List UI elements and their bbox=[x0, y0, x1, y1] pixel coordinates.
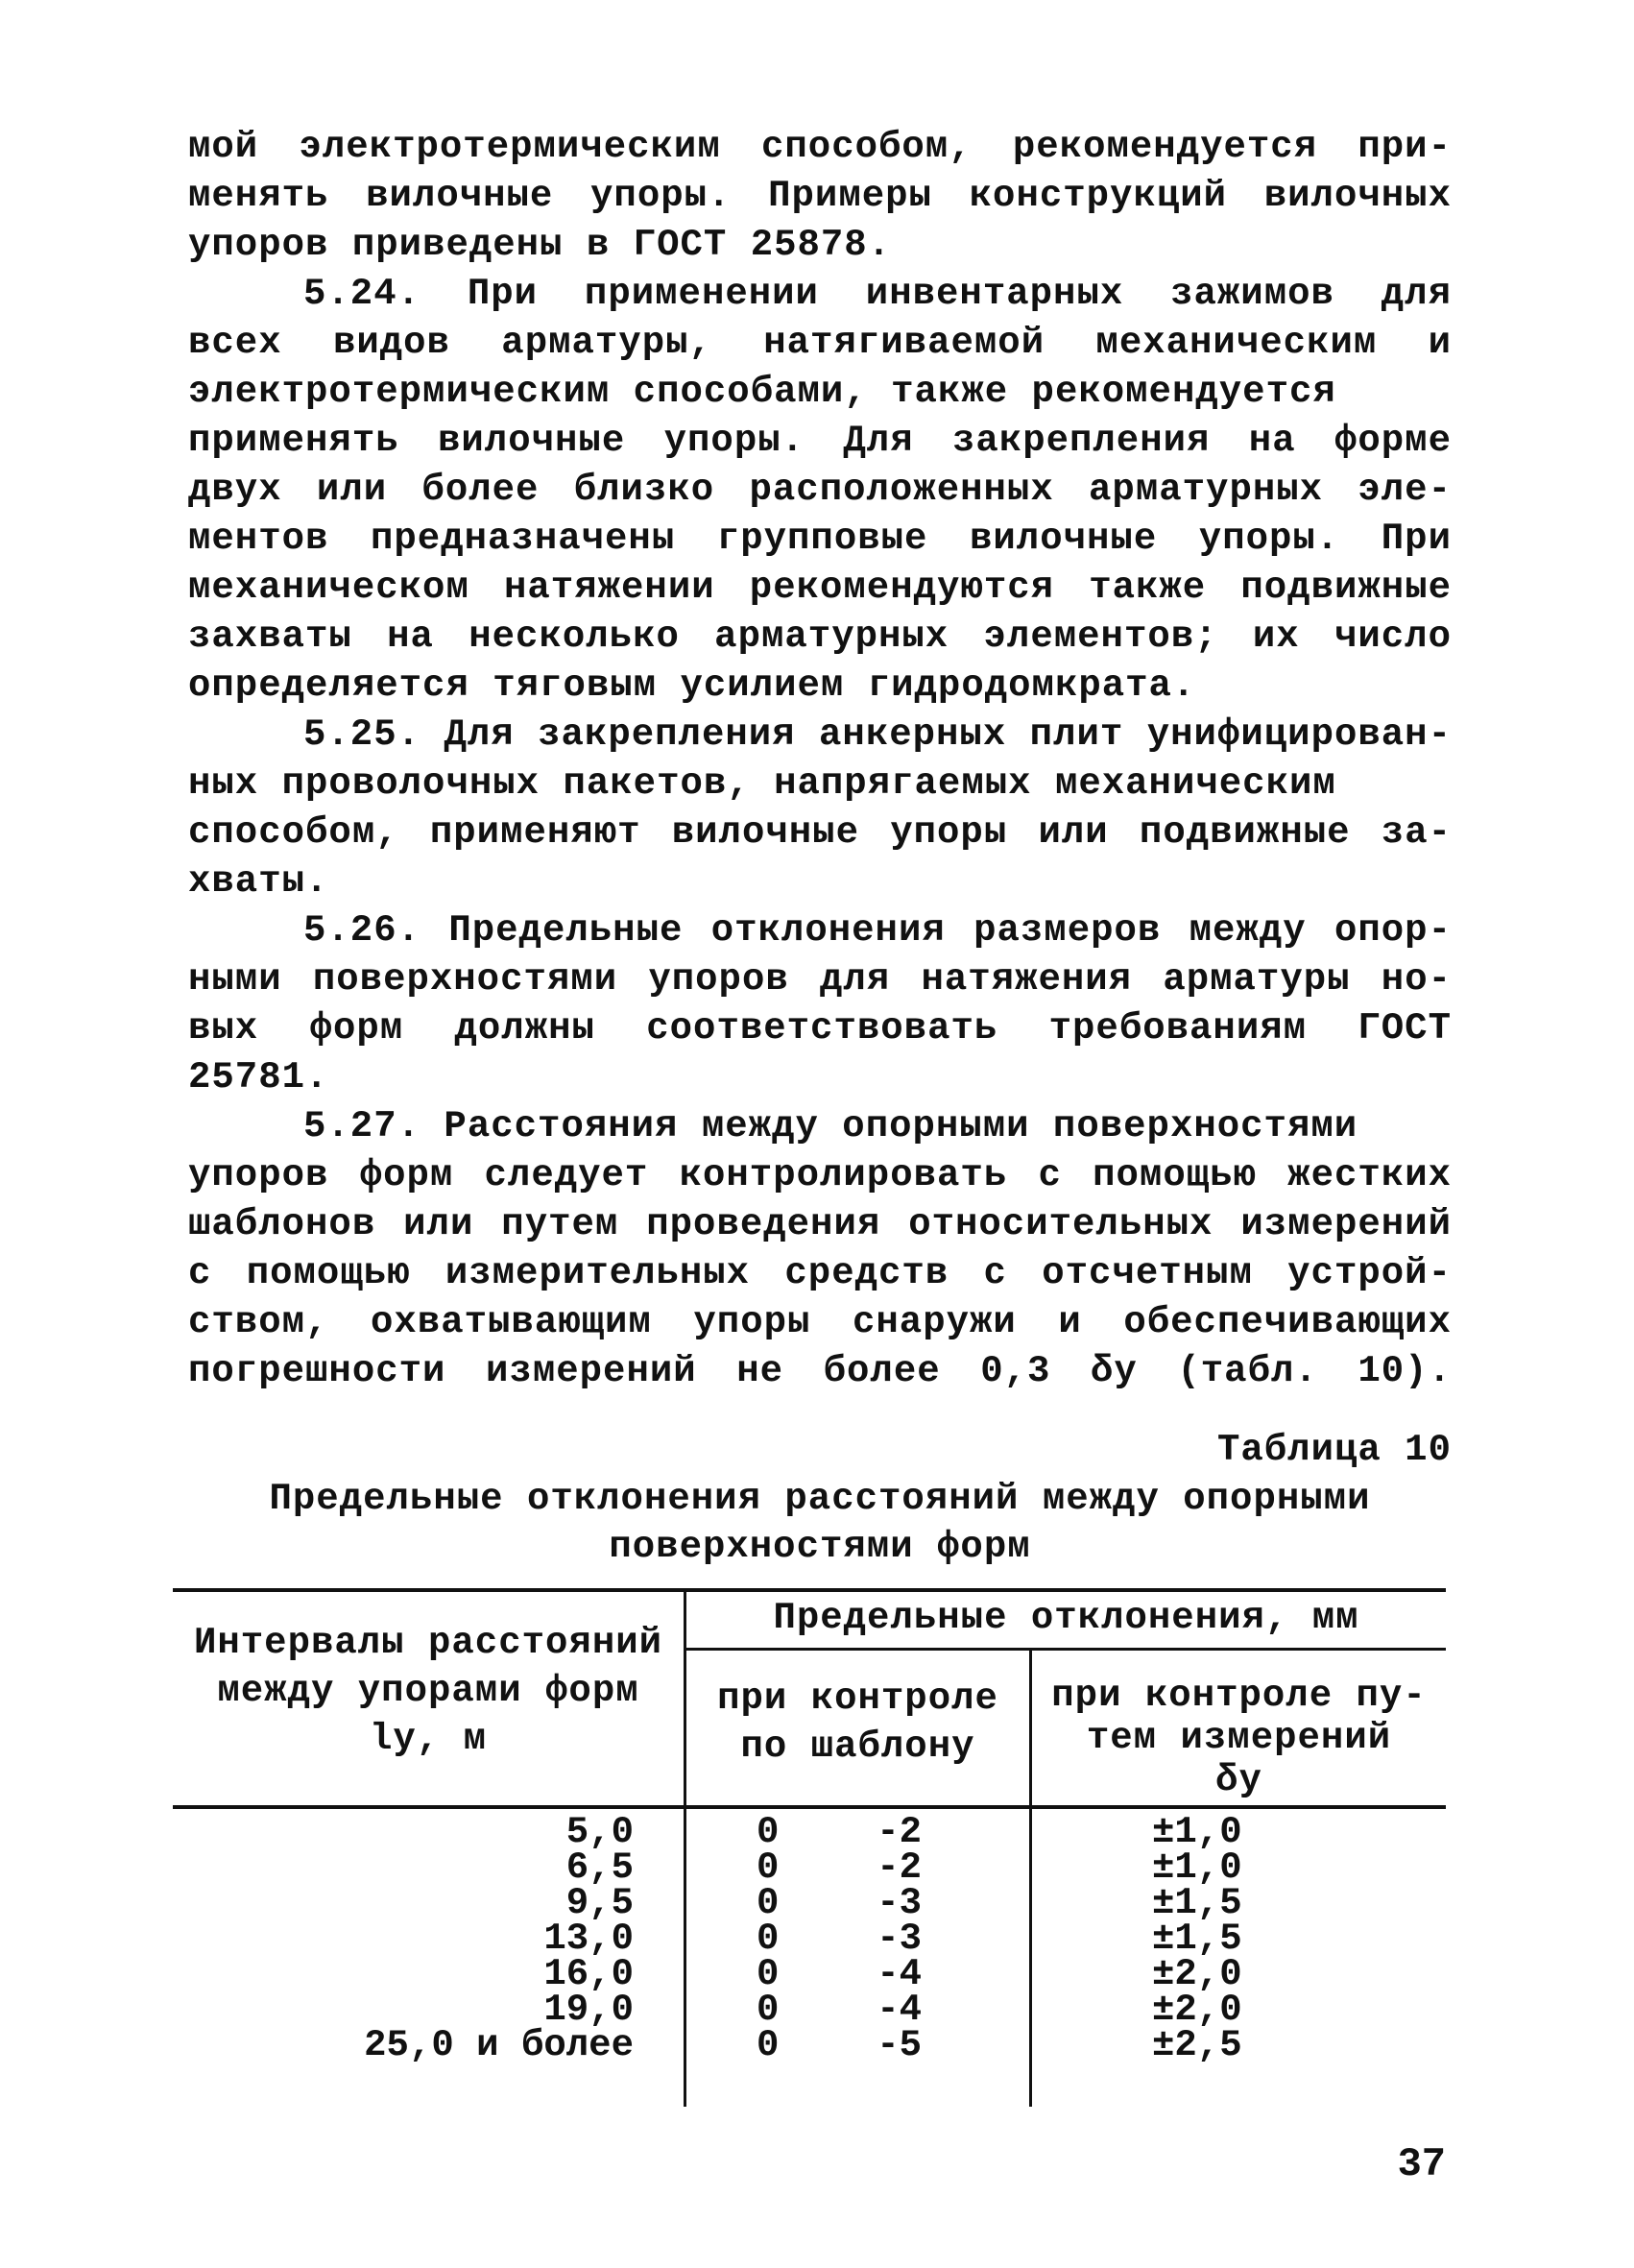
text-line: мой электротермическим способом, рекомендуется при- bbox=[188, 126, 1452, 168]
text-line: 5.26. Предельные отклонения размеров между опор- bbox=[303, 909, 1452, 952]
measurement-cell: ±2,5 bbox=[1152, 2024, 1242, 2066]
header-measurement-line: тем измерений bbox=[1086, 1717, 1392, 1759]
measurement-cell: ±1,0 bbox=[1152, 1846, 1242, 1889]
tolerance-table bbox=[173, 1588, 1446, 2107]
text-line: применять вилочные упоры. Для закрепления на форме bbox=[188, 420, 1452, 462]
text-line: 5.27. Расстояния между опорными поверхностями bbox=[303, 1105, 1358, 1147]
text-line: упоров приведены в ГОСТ 25878. bbox=[188, 224, 892, 266]
template-lower-cell: -5 bbox=[877, 2024, 922, 2066]
text-line: механическом натяжении рекомендуются также подвижные bbox=[188, 567, 1452, 609]
text-line: всех видов арматуры, натягиваемой механическим и bbox=[188, 322, 1452, 364]
template-upper-cell: 0 bbox=[757, 1882, 780, 1924]
text-line: определяется тяговым усилием гидродомкрата. bbox=[188, 664, 1196, 707]
header-template-control bbox=[686, 1675, 1029, 1771]
measurement-column bbox=[1152, 1811, 1344, 2066]
template-upper-column bbox=[757, 1811, 814, 2066]
page-number: 37 bbox=[1397, 2141, 1446, 2187]
measurement-cell: ±1,0 bbox=[1152, 1811, 1242, 1853]
template-upper-cell: 0 bbox=[757, 1918, 780, 1960]
text-line: способом, применяют вилочные упоры или подвижные за- bbox=[188, 811, 1452, 854]
header-tolerances: Предельные отклонения, мм bbox=[773, 1597, 1359, 1639]
interval-cell: 16,0 bbox=[543, 1953, 634, 1995]
header-measurement-control bbox=[1032, 1675, 1446, 1801]
text-line: электротермическим способами, также рекомендуется bbox=[188, 371, 1336, 413]
table-title-line: Предельные отклонения расстояний между опорными bbox=[269, 1478, 1371, 1520]
text-line: менять вилочные упоры. Примеры конструкций вилочных bbox=[188, 175, 1452, 217]
template-lower-cell: -2 bbox=[877, 1846, 922, 1889]
text-line: 5.25. Для закрепления анкерных плит унифицирован- bbox=[303, 713, 1452, 756]
table-title-line: поверхностями форм bbox=[609, 1526, 1031, 1568]
text-line: погрешности измерений не более 0,3 δу (табл. 10). bbox=[188, 1350, 1452, 1392]
header-template-line: при контроле bbox=[717, 1677, 998, 1720]
table-top-rule bbox=[173, 1588, 1446, 1592]
measurement-cell: ±2,0 bbox=[1152, 1953, 1242, 1995]
text-line: вых форм должны соответствовать требованиям ГОСТ bbox=[188, 1007, 1452, 1050]
table-title bbox=[188, 1475, 1452, 1571]
intervals-column bbox=[230, 1811, 634, 2066]
text-line: 5.24. При применении инвентарных зажимов для bbox=[303, 273, 1452, 315]
template-upper-cell: 0 bbox=[757, 2024, 780, 2066]
table-vertical-rule-1 bbox=[684, 1588, 686, 2107]
template-upper-cell: 0 bbox=[757, 1811, 780, 1853]
table-group-rule bbox=[685, 1648, 1446, 1651]
interval-cell: 5,0 bbox=[565, 1811, 634, 1853]
interval-cell: 19,0 bbox=[543, 1989, 634, 2031]
text-line: двух или более близко расположенных арматурных эле- bbox=[188, 469, 1452, 511]
body-text bbox=[188, 123, 1452, 1396]
template-upper-cell: 0 bbox=[757, 1953, 780, 1995]
header-intervals-line: lу, м bbox=[369, 1718, 488, 1760]
table-header-bottom-rule bbox=[173, 1805, 1446, 1809]
text-line: упоров форм следует контролировать с помощью жестких bbox=[188, 1154, 1452, 1196]
measurement-cell: ±1,5 bbox=[1152, 1918, 1242, 1960]
header-measurement-line: δу bbox=[1215, 1759, 1262, 1801]
template-lower-column bbox=[845, 1811, 922, 2066]
text-line: шаблонов или путем проведения относительных измерений bbox=[188, 1203, 1452, 1245]
interval-cell: 25,0 и более bbox=[364, 2024, 634, 2066]
interval-cell: 13,0 bbox=[543, 1918, 634, 1960]
header-measurement-line: при контроле пу- bbox=[1051, 1675, 1427, 1717]
text-line: ных проволочных пакетов, напрягаемых механическим bbox=[188, 762, 1336, 805]
template-lower-cell: -3 bbox=[877, 1882, 922, 1924]
template-lower-cell: -4 bbox=[877, 1989, 922, 2031]
header-intervals-line: между упорами форм bbox=[217, 1670, 639, 1712]
text-line: хваты. bbox=[188, 860, 329, 903]
measurement-cell: ±1,5 bbox=[1152, 1882, 1242, 1924]
template-upper-cell: 0 bbox=[757, 1989, 780, 2031]
header-intervals-line: Интервалы расстояний bbox=[193, 1622, 663, 1664]
template-upper-cell: 0 bbox=[757, 1846, 780, 1889]
interval-cell: 6,5 bbox=[565, 1846, 634, 1889]
measurement-cell: ±2,0 bbox=[1152, 1989, 1242, 2031]
text-line: ментов предназначены групповые вилочные упоры. При bbox=[188, 518, 1452, 560]
text-line: захваты на несколько арматурных элементов; их число bbox=[188, 615, 1452, 658]
interval-cell: 9,5 bbox=[565, 1882, 634, 1924]
header-template-line: по шаблону bbox=[740, 1725, 975, 1768]
template-lower-cell: -3 bbox=[877, 1918, 922, 1960]
text-line: ными поверхностями упоров для натяжения арматуры но- bbox=[188, 958, 1452, 1001]
header-intervals bbox=[173, 1619, 684, 1763]
text-line: ством, охватывающим упоры снаружи и обеспечивающих bbox=[188, 1301, 1452, 1343]
template-lower-cell: -2 bbox=[877, 1811, 922, 1853]
table-label: Таблица 10 bbox=[1216, 1429, 1452, 1471]
template-lower-cell: -4 bbox=[877, 1953, 922, 1995]
text-line: 25781. bbox=[188, 1056, 329, 1098]
text-line: с помощью измерительных средств с отсчетным устрой- bbox=[188, 1252, 1452, 1294]
